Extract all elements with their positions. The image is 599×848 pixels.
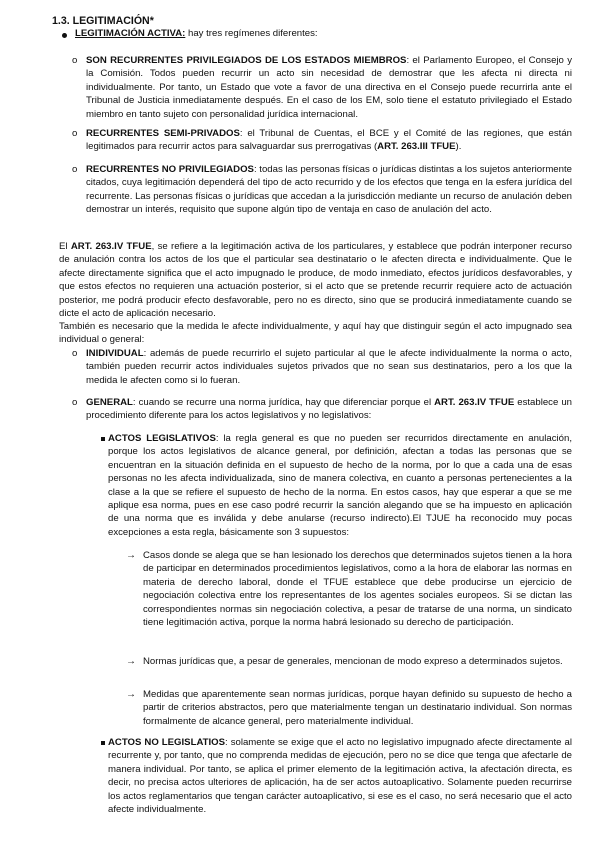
square-bullet-icon <box>101 437 105 441</box>
no-privilegiados-paragraph <box>86 163 572 217</box>
arrow-bullet-icon: → <box>126 550 136 561</box>
privilegiados-paragraph <box>86 54 572 121</box>
semi-privados-paragraph <box>86 127 572 154</box>
legitimacion-activa-label: LEGITIMACIÓN ACTIVA: <box>75 28 186 39</box>
actos-no-legislativos-paragraph <box>108 736 572 816</box>
actos-legislativos-text: : la regla general es que no pueden ser recurridos directamente en anulación, porque los actos legislativos de alcance general, por definición, afectan a todas las personas que se encuentran en la situación definida en el supuesto de hecho de la norma, por lo que a cada una de esas personas no les afecta individualizada, sino de manera colectiva, en cuanto a personas pertenecientes a la clase a la que se refiere el supuesto de hecho de la norma. En estos casos, hay que esperar a que se me aplique esa norma, pues en ese caso podré recurrir la sanción alegando que se ha impuesto en aplicación de una norma que es inválida y debe anularse (recurso indirecto).El TJUE ha reconocido muy pocas excepciones a esta regla, básicamente son 3 supuestos: <box>108 433 572 538</box>
circle-bullet-icon: o <box>72 128 78 139</box>
arrow-bullet-icon: → <box>126 656 136 667</box>
individual-text: : además de puede recurrirlo el sujeto particular al que le afecte individualmente la norma o acto, también pueden recurrir actos individuales sujetos privados que no sean sus destinatarios, pero a los que la medida le afecten como si lo fueran. <box>86 348 572 386</box>
actos-legislativos-paragraph <box>108 432 572 539</box>
semi-privados-text: : el Tribunal de Cuentas, el BCE y el Comité de las regiones, que están legitimados para recurrir actos para salvaguardar sus prerrogativas ( <box>86 128 572 153</box>
general-paragraph <box>86 396 572 423</box>
arrow-bullet-icon: → <box>126 689 136 700</box>
supuesto-item: Casos donde se alega que se han lesionado los derechos que determinados sujetos tienen a la hora de participar en determinados procedimientos legislativos, como a la hora de elaborar las normas en materia de derecho laboral, donde el TFUE establece que debe producirse un ejercicio de negociación colectiva entre los representantes de los agentes sociales europeos. Si se dictan las correspondientes normas sin negociación colectiva, a pesar de tratarse de una norma, un sindicato tiene legitimación activa, porque la norma habrá lesionado su derecho de participación. <box>143 550 572 629</box>
general-text: : cuando se recurre una norma jurídica, hay que diferenciar porque el <box>132 397 435 408</box>
legitimacion-activa-line <box>75 27 555 40</box>
tambien-paragraph: También es necesario que la medida le afecte individualmente, y aquí hay que distinguir según el acto impugnado sea individual o general: <box>59 321 572 346</box>
privilegiados-text: : el Parlamento Europeo, el Consejo y la Comisión. Todos pueden recurrir un acto sin necesidad de demostrar que les afecta ni directa ni individualmente. Por tanto, un Estado que vote a favor de una directiva en el Consejo puede recurrirla ante el Tribunal de Justicia inmediatamente después. En el caso de los EM, solo tiene el estatuto privilegiado el Estado miembro en tanto sujeto con personalidad jurídica internacional. <box>86 55 572 120</box>
art-263-paragraph <box>59 240 572 320</box>
art-263-pre: El <box>59 241 71 252</box>
supuesto-item: Normas jurídicas que, a pesar de generales, mencionan de modo expreso a determinados sujetos. <box>143 656 563 667</box>
actos-no-legislativos-text: : solamente se exige que el acto no legislativo impugnado afecte directamente al recurrente y, por tanto, que no comprenda medidas de ejecución, pero no se dice que tenga que afectarle de manera individual. Por tanto, se aplica el primer elemento de la legitimación activa, la afectación directa, es decir, no precisa actos ulteriores de aplicación, ha de ser actos autoaplicativo. Solamente pueden recurrirse los actos reglamentarios que tengan carácter autoaplicativo, si ese es el caso, no será necesario que el acto afecte individualmente. <box>108 737 572 816</box>
circle-bullet-icon: o <box>72 397 78 408</box>
semi-privados-end: ). <box>455 141 462 153</box>
supuesto-item: Medidas que aparentemente sean normas jurídicas, porque hayan definido su supuesto de hecho a partir de criterios abstractos, pero que materialmente tengan un destinatario individual. Son normas formalmente de alcance general, pero materialmente individual. <box>143 689 572 727</box>
circle-bullet-icon: o <box>72 164 78 175</box>
square-bullet-icon <box>101 741 105 745</box>
semi-privados-ref: ART. 263.III TFUE <box>377 141 456 153</box>
actos-no-legislativos-label: ACTOS NO LEGISLATIOS <box>108 737 226 748</box>
actos-legislativos-label: ACTOS LEGISLATIVOS <box>108 433 216 444</box>
bullet-icon <box>62 33 67 38</box>
art-263-text: , se refiere a la legitimación activa de los particulares, y establece que podrán interponer recurso de anulación contra los actos de los que el particular sea destinatario o le afecten directa e individualmente. Que le afecte directamente significa que el acto impugnado le produce, de modo inmediato, efectos jurídicos desfavorables, y que estos efectos no requieren una actuación posterior, si el acto que se pretende recurrir requiere acto de actuación posterior, me podrá producir efecto desfavorable, pero no es directo, sino que se producirá inmediatamente cuando se dicte el acto de aplicación necesario. <box>59 241 573 320</box>
general-label: GENERAL <box>86 397 133 408</box>
semi-privados-label: RECURRENTES SEMI-PRIVADOS <box>86 128 240 139</box>
no-privilegiados-label: RECURRENTES NO PRIVILEGIADOS <box>86 164 254 175</box>
circle-bullet-icon: o <box>72 55 78 66</box>
individual-paragraph <box>86 347 572 387</box>
circle-bullet-icon: o <box>72 348 78 359</box>
legitimacion-activa-text: hay tres regímenes diferentes: <box>185 28 318 39</box>
individual-label: INIDIVIDUAL <box>86 348 144 359</box>
general-ref: ART. 263.IV TFUE <box>434 397 515 408</box>
art-263-ref: ART. 263.IV TFUE <box>70 241 152 252</box>
section-heading: 1.3. LEGITIMACIÓN* <box>52 15 154 27</box>
privilegiados-label: SON RECURRENTES PRIVILEGIADOS DE LOS ESTADOS MIEMBROS <box>86 55 407 66</box>
no-privilegiados-text: : todas las personas físicas o jurídicas distintas a los sujetos anteriormente citados, cuya legitimación dependerá del tipo de acto recurrido y de los efectos que tenga en la esfera jurídica del recurrente. Las personas físicas o jurídicas que accedan a la jurisdicción mediante un recurso de anulación deben demostrar un interés, requisito que supone algún tipo de ventaja en caso de anulación del acto. <box>86 164 572 216</box>
general-end: establece un procedimiento diferente para los actos legislativos y no legislativos: <box>86 397 572 422</box>
